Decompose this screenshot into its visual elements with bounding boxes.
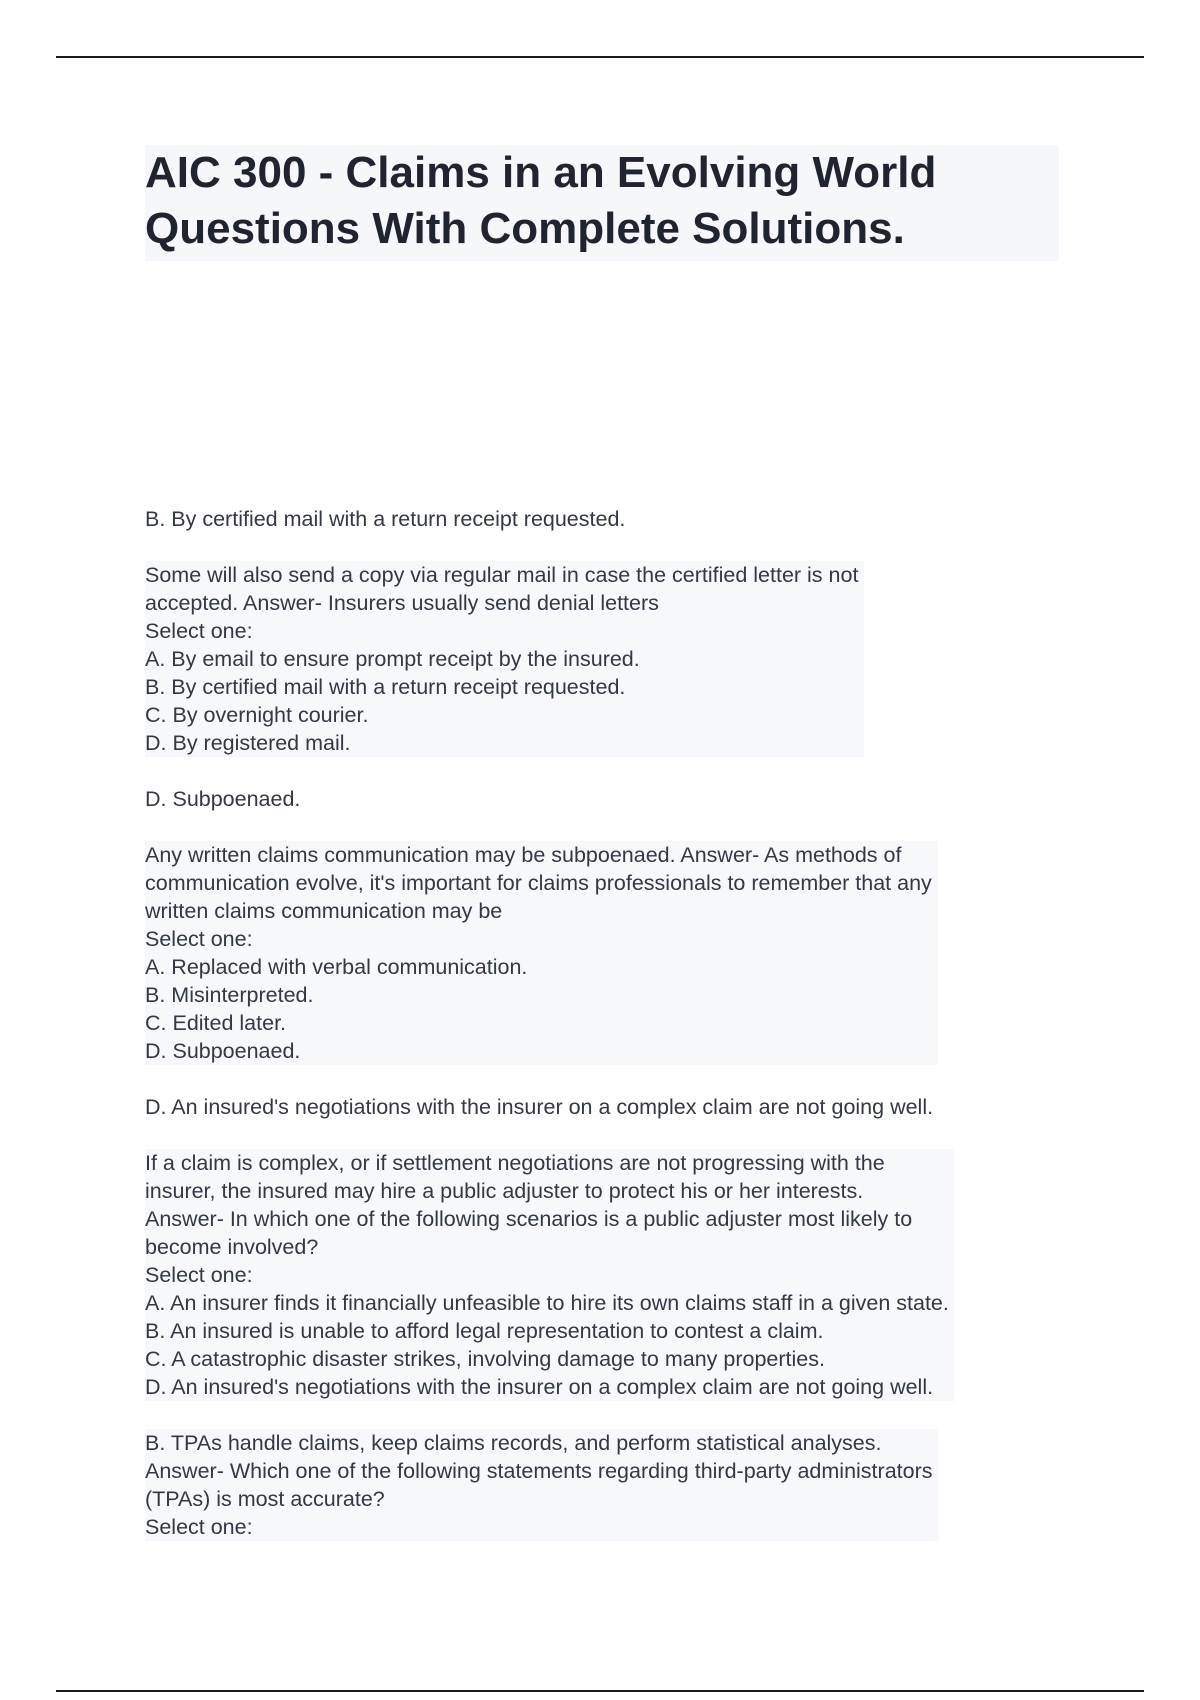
question-text	[145, 1429, 939, 1541]
option-line: B. An insured is unable to afford legal representation to contest a claim.	[145, 1319, 824, 1343]
text-line: Some will also send a copy via regular mail in case the certified letter is not	[145, 563, 859, 587]
option-line: C. A catastrophic disaster strikes, involving damage to many properties.	[145, 1347, 825, 1371]
text-line: communication evolve, it's important for claims professionals to remember that any	[145, 871, 932, 895]
qa-block	[145, 505, 1080, 757]
answer-line: D. An insured's negotiations with the insurer on a complex claim are not going well.	[145, 1095, 934, 1119]
text-line: accepted. Answer- Insurers usually send denial letters	[145, 591, 659, 615]
text-line: insurer, the insured may hire a public adjuster to protect his or her interests.	[145, 1179, 864, 1203]
select-one-label: Select one:	[145, 619, 253, 643]
document-body	[145, 505, 1080, 1541]
option-line: A. By email to ensure prompt receipt by the insured.	[145, 647, 640, 671]
title-line-2: Questions With Complete Solutions.	[145, 204, 905, 253]
question-text	[145, 561, 864, 757]
qa-block	[145, 1429, 1080, 1541]
option-line: C. Edited later.	[145, 1011, 287, 1035]
select-one-label: Select one:	[145, 1263, 253, 1287]
option-line: D. Subpoenaed.	[145, 1039, 301, 1063]
option-line: D. An insured's negotiations with the insurer on a complex claim are not going well.	[145, 1375, 934, 1399]
qa-block	[145, 1093, 1080, 1401]
question-text	[145, 841, 938, 1065]
option-line: C. By overnight courier.	[145, 703, 369, 727]
page-title	[145, 145, 1053, 257]
option-line: D. By registered mail.	[145, 731, 351, 755]
qa-block	[145, 785, 1080, 1065]
select-one-label: Select one:	[145, 927, 253, 951]
text-line: If a claim is complex, or if settlement negotiations are not progressing with the	[145, 1151, 885, 1175]
answer-line: D. Subpoenaed.	[145, 787, 301, 811]
text-line: become involved?	[145, 1235, 319, 1259]
option-line: B. By certified mail with a return receipt requested.	[145, 675, 626, 699]
option-line: A. An insurer finds it financially unfeasible to hire its own claims staff in a given state.	[145, 1291, 949, 1315]
select-one-label: Select one:	[145, 1515, 253, 1539]
question-text	[145, 1149, 955, 1401]
document-title	[145, 145, 1059, 261]
text-line: (TPAs) is most accurate?	[145, 1487, 385, 1511]
answer-line: B. TPAs handle claims, keep claims records, and perform statistical analyses.	[145, 1431, 882, 1455]
text-line: Answer- Which one of the following statements regarding third-party administrators	[145, 1459, 933, 1483]
title-line-1: AIC 300 - Claims in an Evolving World	[145, 148, 937, 197]
answer-line: B. By certified mail with a return receipt requested.	[145, 507, 626, 531]
text-line: Answer- In which one of the following scenarios is a public adjuster most likely to	[145, 1207, 913, 1231]
bottom-rule	[56, 1690, 1144, 1692]
top-rule	[56, 56, 1144, 58]
text-line: Any written claims communication may be subpoenaed. Answer- As methods of	[145, 843, 902, 867]
text-line: written claims communication may be	[145, 899, 503, 923]
option-line: B. Misinterpreted.	[145, 983, 314, 1007]
option-line: A. Replaced with verbal communication.	[145, 955, 528, 979]
